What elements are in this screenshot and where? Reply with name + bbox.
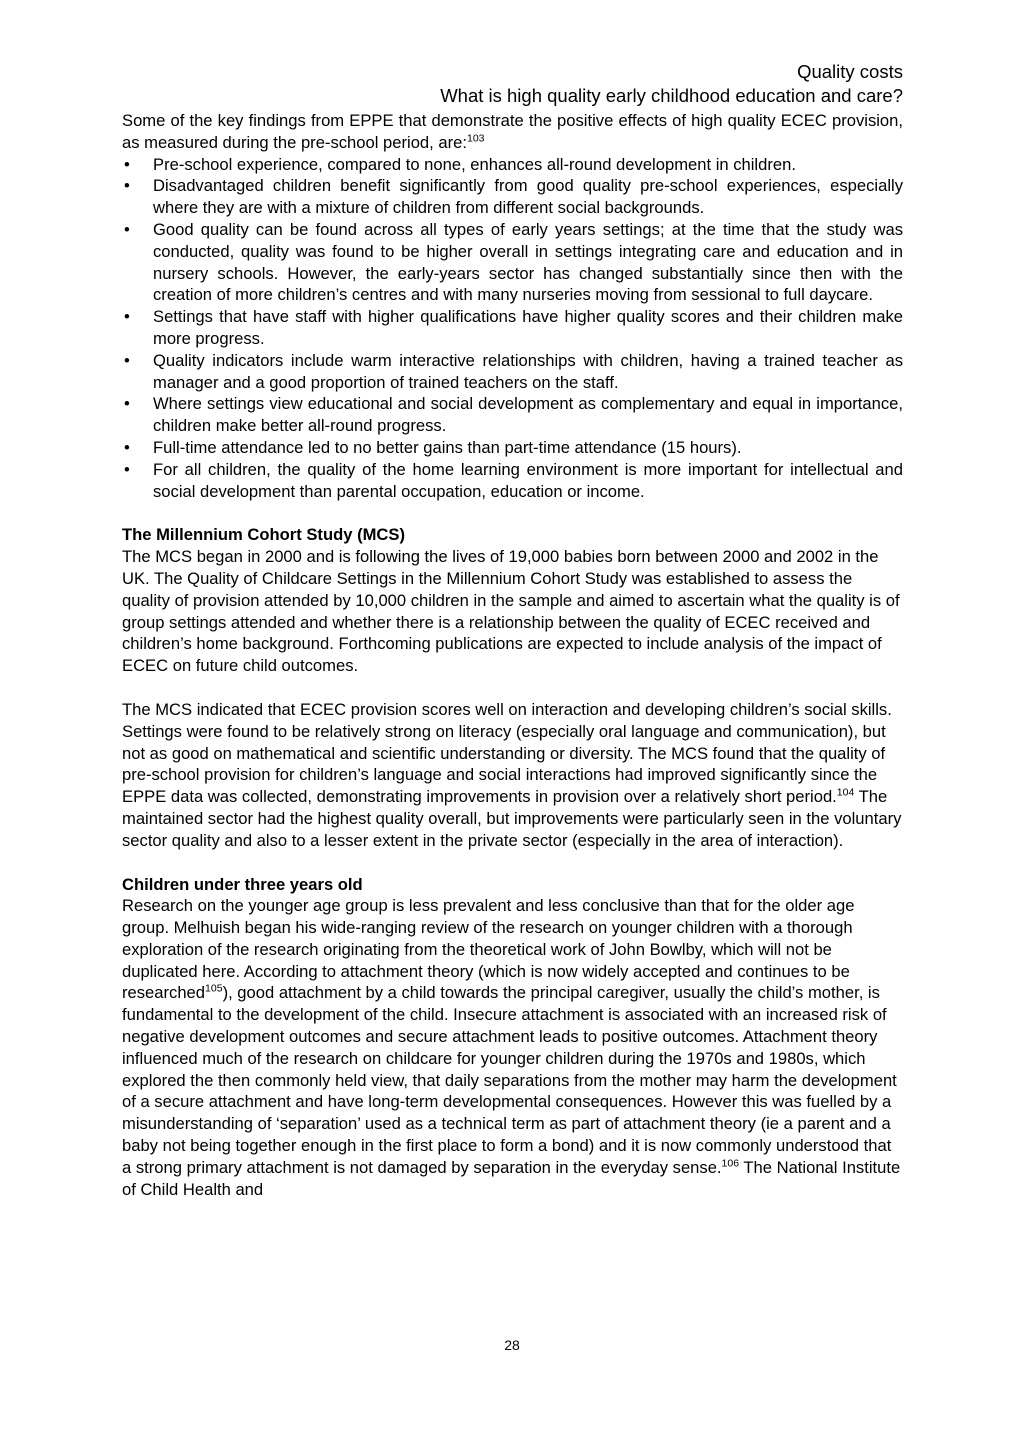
findings-list [122, 154, 903, 503]
under-three-text-cont: ), good attachment by a child towards the principal caregiver, usually the child’s mother, is fundamental to the development of the child. Insecure attachment is associated with an increased risk of negative development outcomes and secure attachment leads to positive outcomes. Attachment theory influenced much of the research on childcare for younger children during the 1970s and 1980s, which explored the then commonly held view, that daily separations from the mother may harm the development of a secure attachment and have long-term developmental consequences. However this was fuelled by a misunderstanding of ‘separation’ used as a technical term as part of attachment theory (ie a parent and a baby not being together enough in the first place to form a bond) and it is now commonly understood that a strong primary attachment is not damaged by separation in the everyday sense. [122, 983, 897, 1177]
under-three-paragraph [122, 895, 903, 1200]
under-three-text-end: The National Institute of Child Health and [122, 1157, 901, 1199]
section-heading-mcs: The Millennium Cohort Study (MCS) [122, 525, 405, 545]
list-item [122, 154, 903, 176]
list-item [122, 393, 903, 437]
list-item-text: For all children, the quality of the home learning environment is more important for intellectual and social development than parental occupation, education or income. [153, 459, 903, 501]
mcs-paragraph-2 [122, 699, 903, 852]
list-item-text: Good quality can be found across all types of early years settings; at the time that the study was conducted, quality was found to be higher overall in settings integrating care and education and in nursery schools. However, the early-years sector has changed substantially since then with the creation of more children’s centres and with many nurseries moving from sessional to full daycare. [153, 219, 903, 305]
list-item-text: Full-time attendance led to no better gains than part-time attendance (15 hours). [153, 437, 742, 457]
running-header [122, 60, 903, 108]
intro-text: Some of the key findings from EPPE that demonstrate the positive effects of high quality ECEC provision, as measured during the pre-school period, are: [122, 111, 903, 152]
spacer [122, 502, 903, 524]
bullet-icon: • [124, 394, 130, 414]
list-item [122, 437, 903, 459]
mcs-paragraph-2-text: The MCS indicated that ECEC provision scores well on interaction and developing children’s social skills. Settings were found to be relatively strong on literacy (especially oral language and communication), but not as good on mathematical and scientific understanding or diversity. The MCS found that the quality of pre-school provision for children’s language and social interactions had improved significantly since the EPPE data was collected, demonstrating improvements in provision over a relatively short period. [122, 699, 892, 807]
header-subtitle: What is high quality early childhood education and care? [440, 85, 903, 106]
spacer [122, 852, 903, 874]
footnote-ref: 106 [721, 1157, 740, 1170]
footnote-ref: 104 [836, 786, 855, 799]
list-item [122, 175, 903, 219]
list-item-text: Disadvantaged children benefit significantly from good quality pre-school experiences, especially where they are with a mixture of children from different social backgrounds. [153, 176, 903, 218]
list-item [122, 350, 903, 394]
bullet-icon: • [124, 307, 130, 327]
header-title: Quality costs [797, 61, 903, 82]
page-number: 28 [504, 1337, 520, 1353]
footnote-ref: 103 [466, 132, 485, 145]
section-heading-under-three: Children under three years old [122, 874, 363, 894]
document-page [122, 60, 903, 1200]
spacer [122, 677, 903, 699]
footnote-ref: 105 [205, 982, 223, 995]
bullet-icon: • [124, 437, 130, 457]
list-item-text: Pre-school experience, compared to none, enhances all-round development in children. [153, 154, 796, 174]
list-item [122, 219, 903, 306]
list-item [122, 459, 903, 503]
bullet-icon: • [124, 219, 130, 239]
bullet-icon: • [124, 176, 130, 196]
intro-paragraph [122, 110, 903, 154]
mcs-paragraph-1: The MCS began in 2000 and is following the lives of 19,000 babies born between 2000 and 2002 in the UK. The Quality of Childcare Settings in the Millennium Cohort Study was established to assess the quality of provision attended by 10,000 children in the sample and aimed to ascertain what the quality is of group settings attended and whether there is a relationship between the quality of ECEC received and children’s home background. Forthcoming publications are expected to include analysis of the impact of ECEC on future child outcomes. [122, 547, 900, 676]
list-item-text: Quality indicators include warm interactive relationships with children, having a trained teacher as manager and a good proportion of trained teachers on the staff. [153, 350, 903, 392]
under-three-text: Research on the younger age group is less prevalent and less conclusive than that for the older age group. Melhuish began his wide-ranging review of the research on younger children with a thorough exploration of the research originating from the theoretical work of John Bowlby, which will not be duplicated here. According to attachment theory (which is now widely accepted and continues to be researched [122, 896, 855, 1003]
bullet-icon: • [124, 350, 130, 370]
bullet-icon: • [124, 154, 130, 174]
list-item [122, 306, 903, 350]
bullet-icon: • [124, 459, 130, 479]
list-item-text: Where settings view educational and social development as complementary and equal in importance, children make better all-round progress. [153, 394, 903, 436]
mcs-paragraph-2-text-cont: The maintained sector had the highest quality overall, but improvements were particularly seen in the voluntary sector quality and also to a lesser extent in the private sector (especially in the area of interaction). [122, 787, 902, 850]
list-item-text: Settings that have staff with higher qualifications have higher quality scores and their children make more progress. [153, 307, 903, 348]
